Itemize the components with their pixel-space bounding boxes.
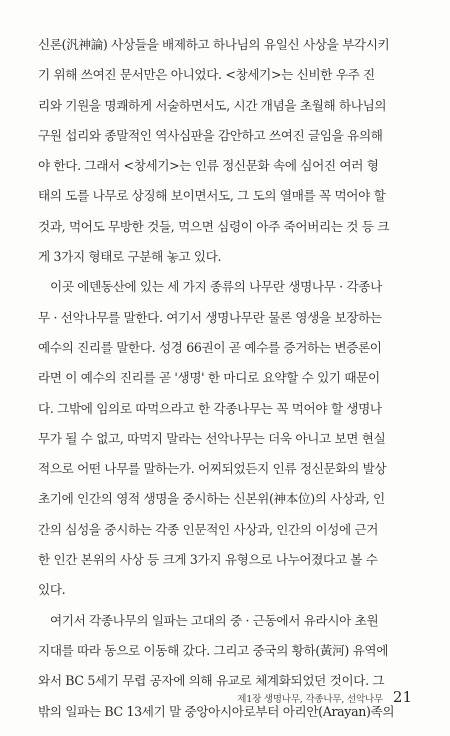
text-line: 적으로 어떤 나무를 말하는가. 어찌되었든지 인류 정신문화의 발상 <box>38 461 387 477</box>
page-number: 21 <box>392 688 412 706</box>
text-line: 초기에 인간의 영적 생명을 중시하는 신본위(神本位)의 사상과, 인 <box>38 491 385 507</box>
text-line: 한 인간 본위의 사상 등 크게 3가지 유형으로 나누어졌다고 볼 수 <box>38 552 378 568</box>
text-line: 밖의 일파는 BC 13세기 말 중앙아시아로부터 아리안(Arayan)족의 <box>38 703 395 719</box>
text-line: 기 위해 쓰여진 문서만은 아니었다. <창세기>는 신비한 우주 진 <box>38 67 375 83</box>
text-line: 리와 기원을 명쾌하게 서술하면서도, 시간 개념을 초월해 하나님의 <box>38 97 387 113</box>
text-line: 다. 그밖에 임의로 따먹으라고 한 각종나무는 꼭 먹어야 할 생명나 <box>38 400 382 416</box>
text-line: 간의 심성을 중시하는 각종 인문적인 사상과, 인간의 이성에 근거 <box>38 521 379 537</box>
text-line: 여기서 각종나무의 일파는 고대의 중 · 근동에서 유라시아 초원 <box>50 612 379 628</box>
text-line: 이곳 에덴동산에 있는 세 가지 종류의 나무란 생명나무 · 각종나 <box>50 279 382 295</box>
text-line: 라면 이 예수의 진리를 곧 '생명' 한 마디로 요약할 수 있기 때문이 <box>38 370 380 386</box>
text-line: 무 · 선악나무를 말한다. 여기서 생명나무란 물론 영생을 보장하는 <box>38 309 382 325</box>
text-line: 예수의 진리를 말한다. 성경 66권이 곧 예수를 증거하는 변증론이 <box>38 339 382 355</box>
body-text <box>38 30 412 727</box>
text-line: 있다. <box>38 582 66 598</box>
paragraph-2 <box>38 272 412 605</box>
text-line: 신론(汎神論) 사상들을 배제하고 하나님의 유일신 사상을 부각시키 <box>38 37 390 52</box>
text-line: 것과, 먹어도 무방한 것들, 먹으면 심령이 아주 죽어버리는 것 등 크 <box>38 218 390 234</box>
text-line: 무가 될 수 없고, 따먹지 말라는 선악나무는 더욱 아니고 보면 현실 <box>38 430 386 446</box>
text-line: 와서 BC 5세기 무렵 공자에 의해 유교로 체계화되었던 것이다. 그 <box>38 673 385 689</box>
text-line: 게 3가지 형태로 구분해 놓고 있다. <box>38 249 222 265</box>
paragraph-1 <box>38 30 412 272</box>
paragraph-3 <box>38 606 412 727</box>
page-footer <box>38 688 412 708</box>
running-head: 제1장 생명나무, 각종나무, 선악나무 <box>237 694 383 705</box>
text-line: 구원 섭리와 종말적인 역사심판을 감안하고 쓰여진 글임을 유의해 <box>38 127 383 143</box>
text-line: 지대를 따라 동으로 이동해 갔다. 그리고 중국의 황하(黃河) 유역에 <box>38 642 389 658</box>
text-line: 태의 도를 나무로 상징해 보이면서도, 그 도의 열매를 꼭 먹어야 할 <box>38 188 386 204</box>
text-line: 야 한다. 그래서 <창세기>는 인류 정신문화 속에 심어진 여러 형 <box>38 158 379 174</box>
